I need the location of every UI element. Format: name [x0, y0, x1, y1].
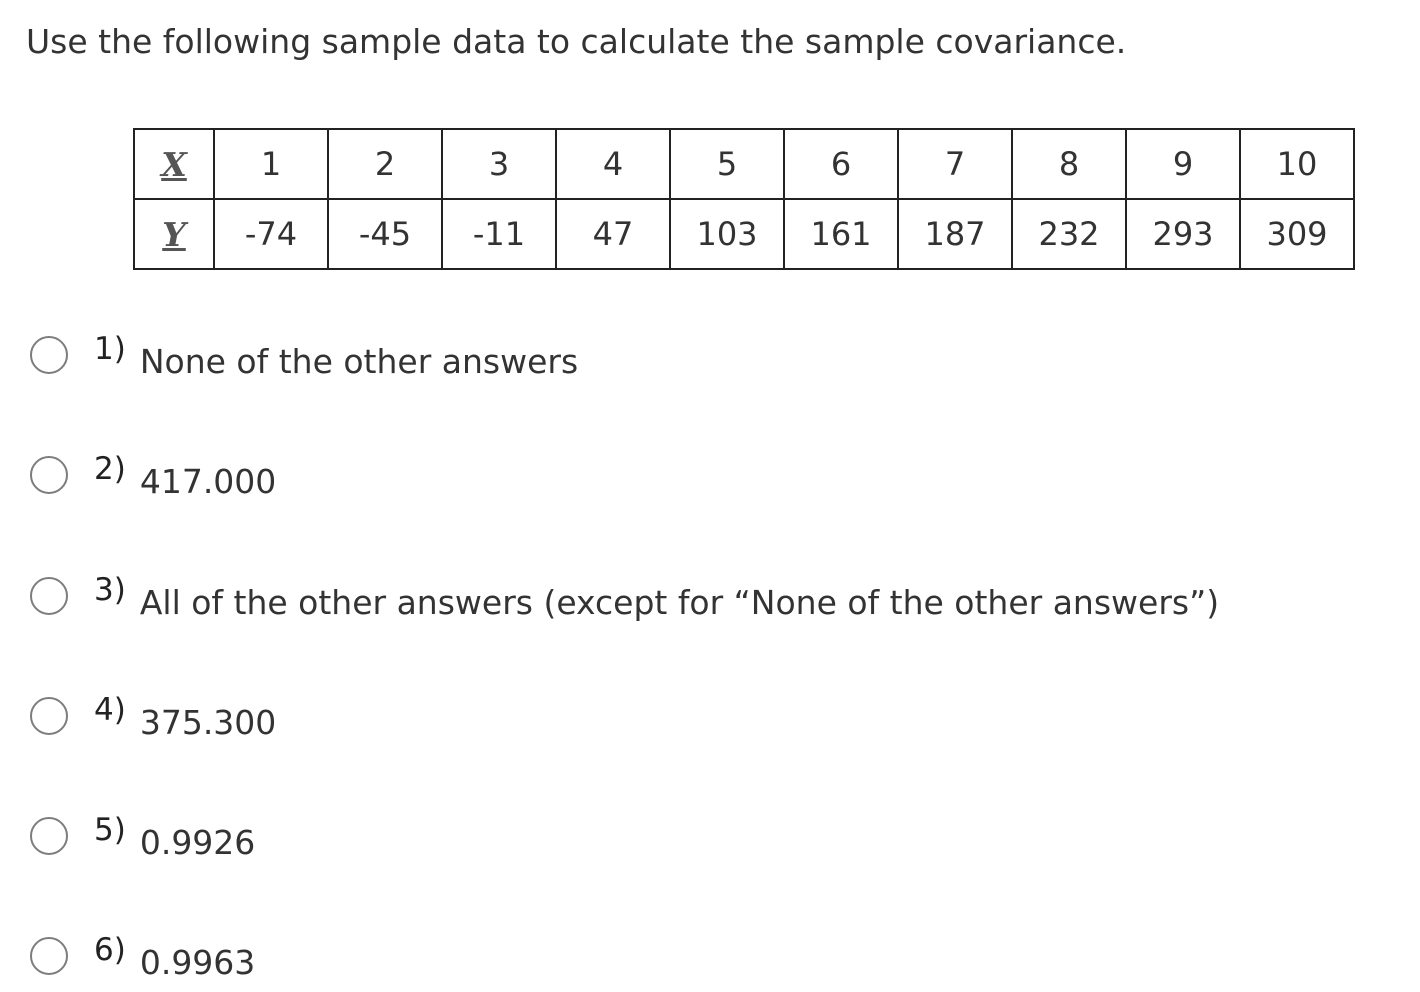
- x-value: 8: [1012, 129, 1126, 199]
- radio-button-2[interactable]: [30, 456, 68, 494]
- y-value: 187: [898, 199, 1012, 269]
- y-value: -74: [214, 199, 328, 269]
- option-6[interactable]: [30, 931, 255, 981]
- x-value: 10: [1240, 129, 1354, 199]
- y-value: 293: [1126, 199, 1240, 269]
- option-text: None of the other answers: [139, 341, 579, 381]
- radio-button-1[interactable]: [30, 336, 68, 374]
- radio-button-4[interactable]: [30, 697, 68, 735]
- option-4[interactable]: [30, 691, 276, 741]
- option-number: 1): [94, 331, 126, 367]
- option-5[interactable]: [30, 811, 255, 861]
- y-value: 161: [784, 199, 898, 269]
- option-text: 417.000: [139, 461, 277, 501]
- option-number: 4): [94, 692, 126, 728]
- option-text: 0.9963: [139, 942, 256, 982]
- option-text: All of the other answers (except for “None of the other answers”): [139, 582, 1220, 622]
- x-row: [134, 129, 1354, 199]
- x-value: 6: [784, 129, 898, 199]
- radio-button-5[interactable]: [30, 817, 68, 855]
- y-value: 103: [670, 199, 784, 269]
- option-number: 3): [94, 572, 126, 608]
- radio-button-3[interactable]: [30, 577, 68, 615]
- x-value: 3: [442, 129, 556, 199]
- y-row: [134, 199, 1354, 269]
- question-text: Use the following sample data to calculate the sample covariance.: [26, 22, 1127, 61]
- option-3[interactable]: [30, 571, 1219, 621]
- option-text: 375.300: [139, 702, 277, 742]
- radio-button-6[interactable]: [30, 937, 68, 975]
- y-label: Y: [134, 199, 214, 269]
- data-table: [133, 128, 1355, 270]
- x-value: 9: [1126, 129, 1240, 199]
- option-number: 6): [94, 932, 126, 968]
- y-value: -11: [442, 199, 556, 269]
- option-1[interactable]: [30, 330, 578, 380]
- x-value: 2: [328, 129, 442, 199]
- y-value: -45: [328, 199, 442, 269]
- option-number: 5): [94, 812, 126, 848]
- x-label: X: [134, 129, 214, 199]
- y-value: 309: [1240, 199, 1354, 269]
- x-value: 5: [670, 129, 784, 199]
- y-value: 47: [556, 199, 670, 269]
- option-2[interactable]: [30, 450, 276, 500]
- y-value: 232: [1012, 199, 1126, 269]
- option-number: 2): [94, 451, 126, 487]
- x-value: 1: [214, 129, 328, 199]
- x-value: 4: [556, 129, 670, 199]
- option-text: 0.9926: [139, 822, 256, 862]
- x-value: 7: [898, 129, 1012, 199]
